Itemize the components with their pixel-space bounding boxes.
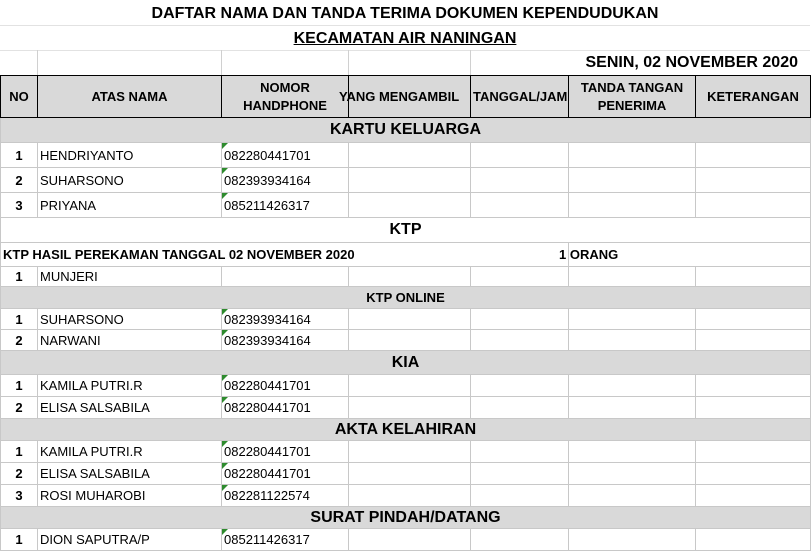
table-row: 3 PRIYANA 085211426317 xyxy=(1,193,811,218)
table-row: 1 SUHARSONO 082393934164 xyxy=(1,309,811,330)
table-row: 2 ELISA SALSABILA 082280441701 xyxy=(1,397,811,419)
document-table xyxy=(0,75,811,551)
section-surat-pindah: SURAT PINDAH/DATANG xyxy=(1,507,811,529)
section-kartu-keluarga: KARTU KELUARGA xyxy=(1,118,811,143)
col-yang-header: YANG MENGAMBIL xyxy=(349,76,471,118)
section-ktp: KTP xyxy=(1,218,811,243)
table-row: 2 SUHARSONO 082393934164 xyxy=(1,168,811,193)
document-date: SENIN, 02 NOVEMBER 2020 xyxy=(585,54,798,71)
col-ttd-header: TANDA TANGAN PENERIMA xyxy=(569,76,696,118)
col-ket-header: KETERANGAN xyxy=(696,76,811,118)
table-row: 1 MUNJERI xyxy=(1,267,811,287)
section-kia: KIA xyxy=(1,351,811,375)
table-row: 3 ROSI MUHAROBI 082281122574 xyxy=(1,485,811,507)
col-nama-header: ATAS NAMA xyxy=(38,76,222,118)
table-row: 1 KAMILA PUTRI.R 082280441701 xyxy=(1,441,811,463)
document-title: DAFTAR NAMA DAN TANDA TERIMA DOKUMEN KEPENDUDUKAN xyxy=(151,5,659,22)
ktp-subheader-row: KTP HASIL PEREKAMAN TANGGAL 02 NOVEMBER 2020 1 ORANG xyxy=(1,243,811,267)
col-tgl-header: TANGGAL/JAM xyxy=(471,76,569,118)
table-row: 2 ELISA SALSABILA 082280441701 xyxy=(1,463,811,485)
section-ktp-online: KTP ONLINE xyxy=(1,287,811,309)
section-akta-kelahiran: AKTA KELAHIRAN xyxy=(1,419,811,441)
table-row: 1 KAMILA PUTRI.R 082280441701 xyxy=(1,375,811,397)
table-row: 2 NARWANI 082393934164 xyxy=(1,330,811,351)
header-row xyxy=(1,76,811,118)
col-no-header: NO xyxy=(1,76,38,118)
col-hp-header: NOMOR HANDPHONE xyxy=(222,76,349,118)
table-row: 1 HENDRIYANTO 082280441701 xyxy=(1,143,811,168)
table-row: 1 DION SAPUTRA/P 085211426317 xyxy=(1,529,811,551)
district-title: KECAMATAN AIR NANINGAN xyxy=(293,30,517,47)
